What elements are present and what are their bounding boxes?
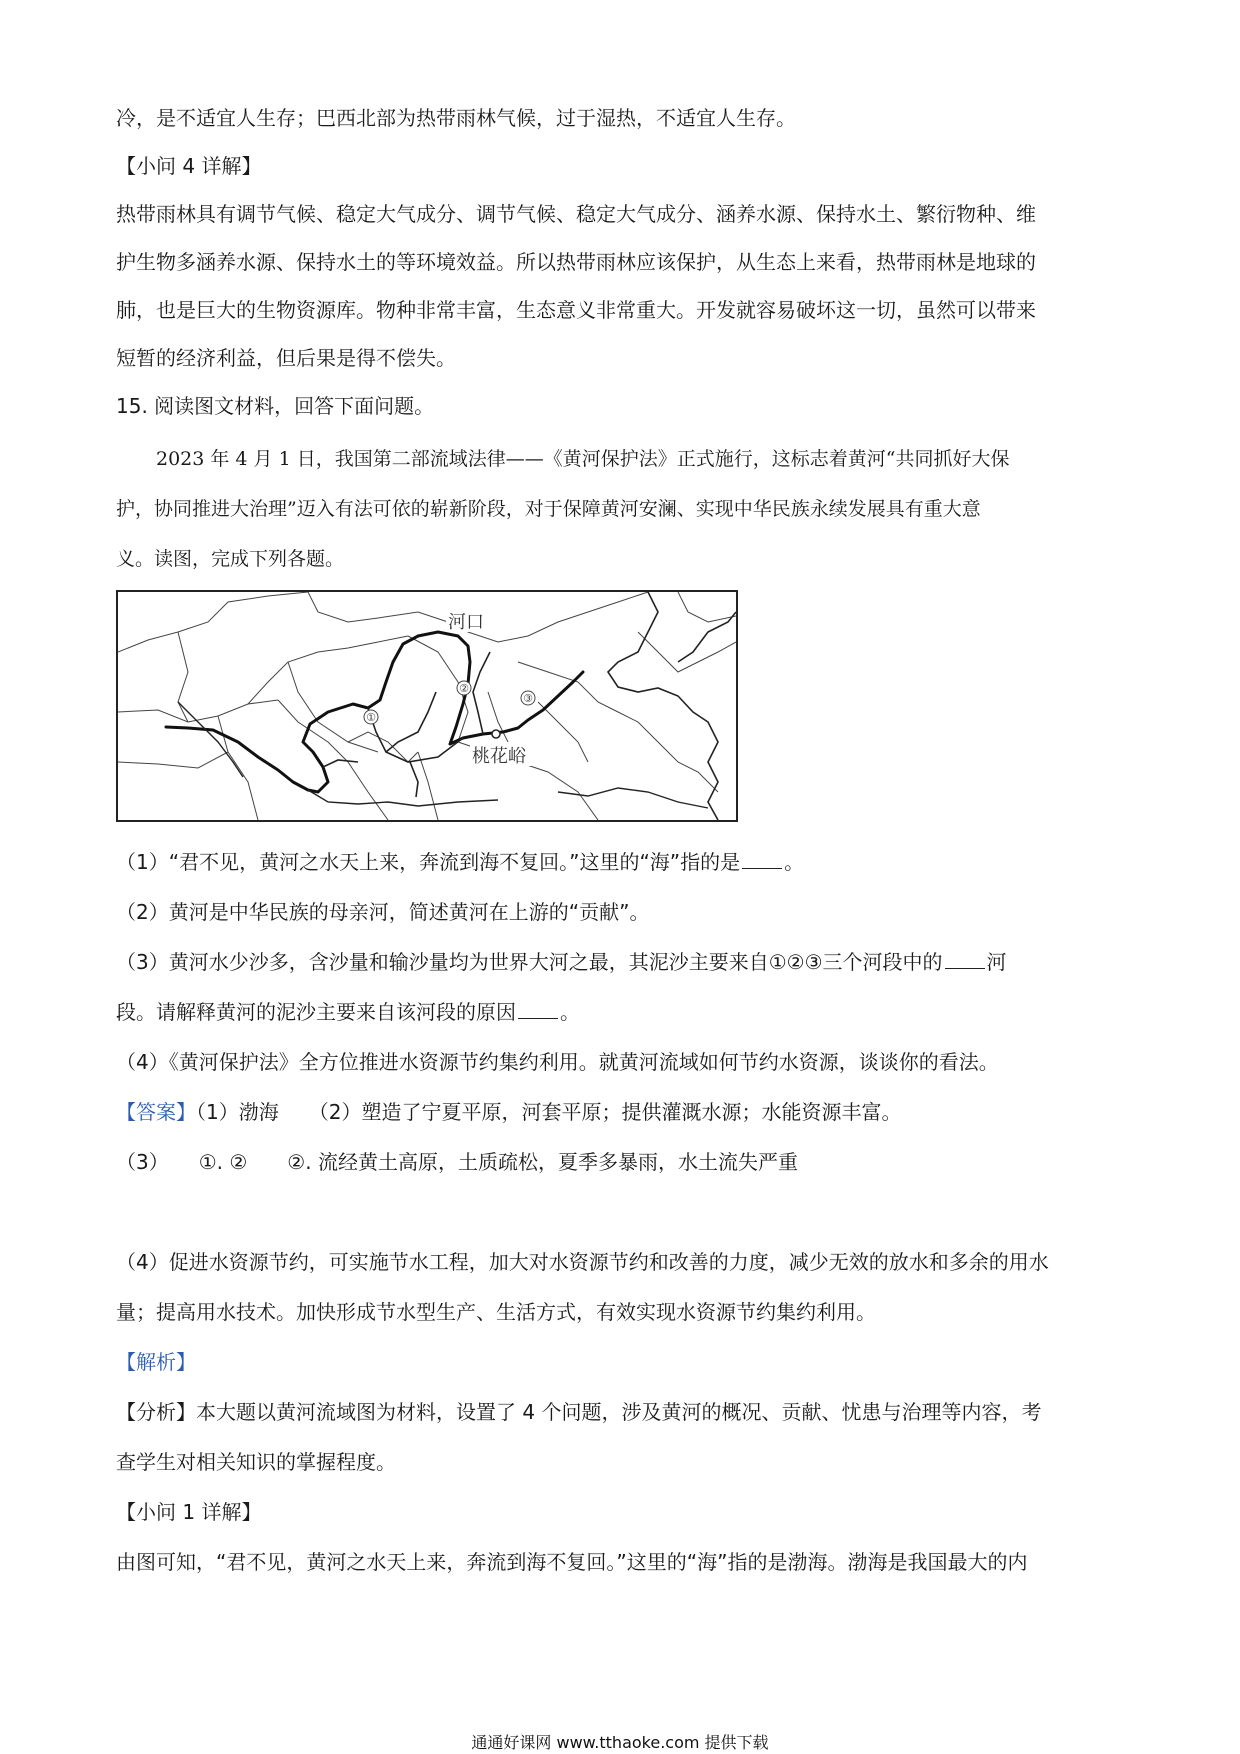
sub-question-heading: 【小问 4 详解】	[116, 154, 262, 178]
answer-line: 量；提高用水技术。加快形成节水型生产、生活方式，有效实现水资源节约集约利用。	[116, 1300, 876, 1324]
answer-text: （1）渤海 （2）塑造了宁夏平原，河套平原；提供灌溉水源；水能资源丰富。	[196, 1100, 902, 1124]
question-3-text: （3）黄河水少沙多，含沙量和输沙量均为世界大河之最，其泥沙主要来自①②③三个河段中的	[116, 950, 943, 974]
question-title: 15. 阅读图文材料，回答下面问题。	[116, 394, 435, 418]
map-marker-3: ③	[523, 692, 533, 705]
analysis-line: 【分析】本大题以黄河流域图为材料，设置了 4 个问题，涉及黄河的概况、贡献、忧患与治理等内容，考	[116, 1400, 1042, 1424]
question-1	[116, 848, 804, 876]
question-2: （2）黄河是中华民族的母亲河，简述黄河在上游的“贡献”。	[116, 900, 650, 924]
question-3-cont	[116, 998, 580, 1026]
analysis-tag: 【解析】	[116, 1350, 196, 1374]
map-marker-1: ①	[366, 711, 376, 724]
map-label-taohuayu: 桃花峪	[472, 746, 526, 767]
analysis-line: 由图可知，“君不见，黄河之水天上来，奔流到海不复回。”这里的“海”指的是渤海。渤海是我国最大的内	[116, 1550, 1028, 1574]
text-line: 冷，是不适宜人生存；巴西北部为热带雨林气候，过于湿热，不适宜人生存。	[116, 106, 796, 130]
answer-line: （3） ①. ② ②. 流经黄土高原，土质疏松，夏季多暴雨，水土流失严重	[116, 1150, 798, 1174]
question-1-end: 。	[784, 850, 805, 874]
question-1-text: （1）“君不见，黄河之水天上来，奔流到海不复回。”这里的“海”指的是	[116, 850, 741, 874]
material-line: 2023 年 4 月 1 日，我国第二部流域法律——《黄河保护法》正式施行，这标志着黄河“共同抓好大保	[156, 448, 1010, 470]
text-line: 肺，也是巨大的生物资源库。物种非常丰富，生态意义非常重大。开发就容易破坏这一切，虽然可以带来	[116, 298, 1036, 322]
text-line: 短暂的经济利益，但后果是得不偿失。	[116, 346, 456, 370]
answer-tag: 【答案】	[116, 1100, 196, 1124]
text-line: 热带雨林具有调节气候、稳定大气成分、调节气候、稳定大气成分、涵养水源、保持水土、繁衍物种、维	[116, 202, 1036, 226]
map-label-hekou: 河口	[448, 612, 484, 633]
material-line: 护，协同推进大治理”迈入有法可依的崭新阶段，对于保障黄河安澜、实现中华民族永续发展具有重大意	[116, 498, 981, 520]
analysis-line: 查学生对相关知识的掌握程度。	[116, 1450, 396, 1474]
answer-line: （4）促进水资源节约，可实施节水工程，加大对水资源节约和改善的力度，减少无效的放水和多余的用水	[116, 1250, 1049, 1274]
page-footer: 通通好课网 www.tthaoke.com 提供下载	[471, 1733, 769, 1752]
question-4: （4）《黄河保护法》全方位推进水资源节约集约利用。就黄河流域如何节约水资源，谈谈你的看法。	[116, 1050, 999, 1074]
material-line: 义。读图，完成下列各题。	[116, 548, 345, 570]
map-marker-2: ②	[459, 682, 469, 695]
answer-blank	[742, 848, 782, 869]
question-3-reason-end: 。	[560, 1000, 580, 1024]
question-3-reason-text: 段。请解释黄河的泥沙主要来自该河段的原因	[116, 1000, 516, 1024]
map-drawing	[118, 592, 736, 820]
question-3	[116, 948, 1007, 976]
answer-blank	[945, 948, 985, 969]
yellow-river-basin-map	[116, 590, 738, 822]
answer-blank	[518, 998, 558, 1019]
sub-question-heading: 【小问 1 详解】	[116, 1500, 262, 1524]
text-line: 护生物多涵养水源、保持水土的等环境效益。所以热带雨林应该保护，从生态上来看，热带雨林是地球的	[116, 250, 1036, 274]
question-3-text-end: 河	[986, 950, 1007, 974]
answer-line	[116, 1098, 901, 1126]
